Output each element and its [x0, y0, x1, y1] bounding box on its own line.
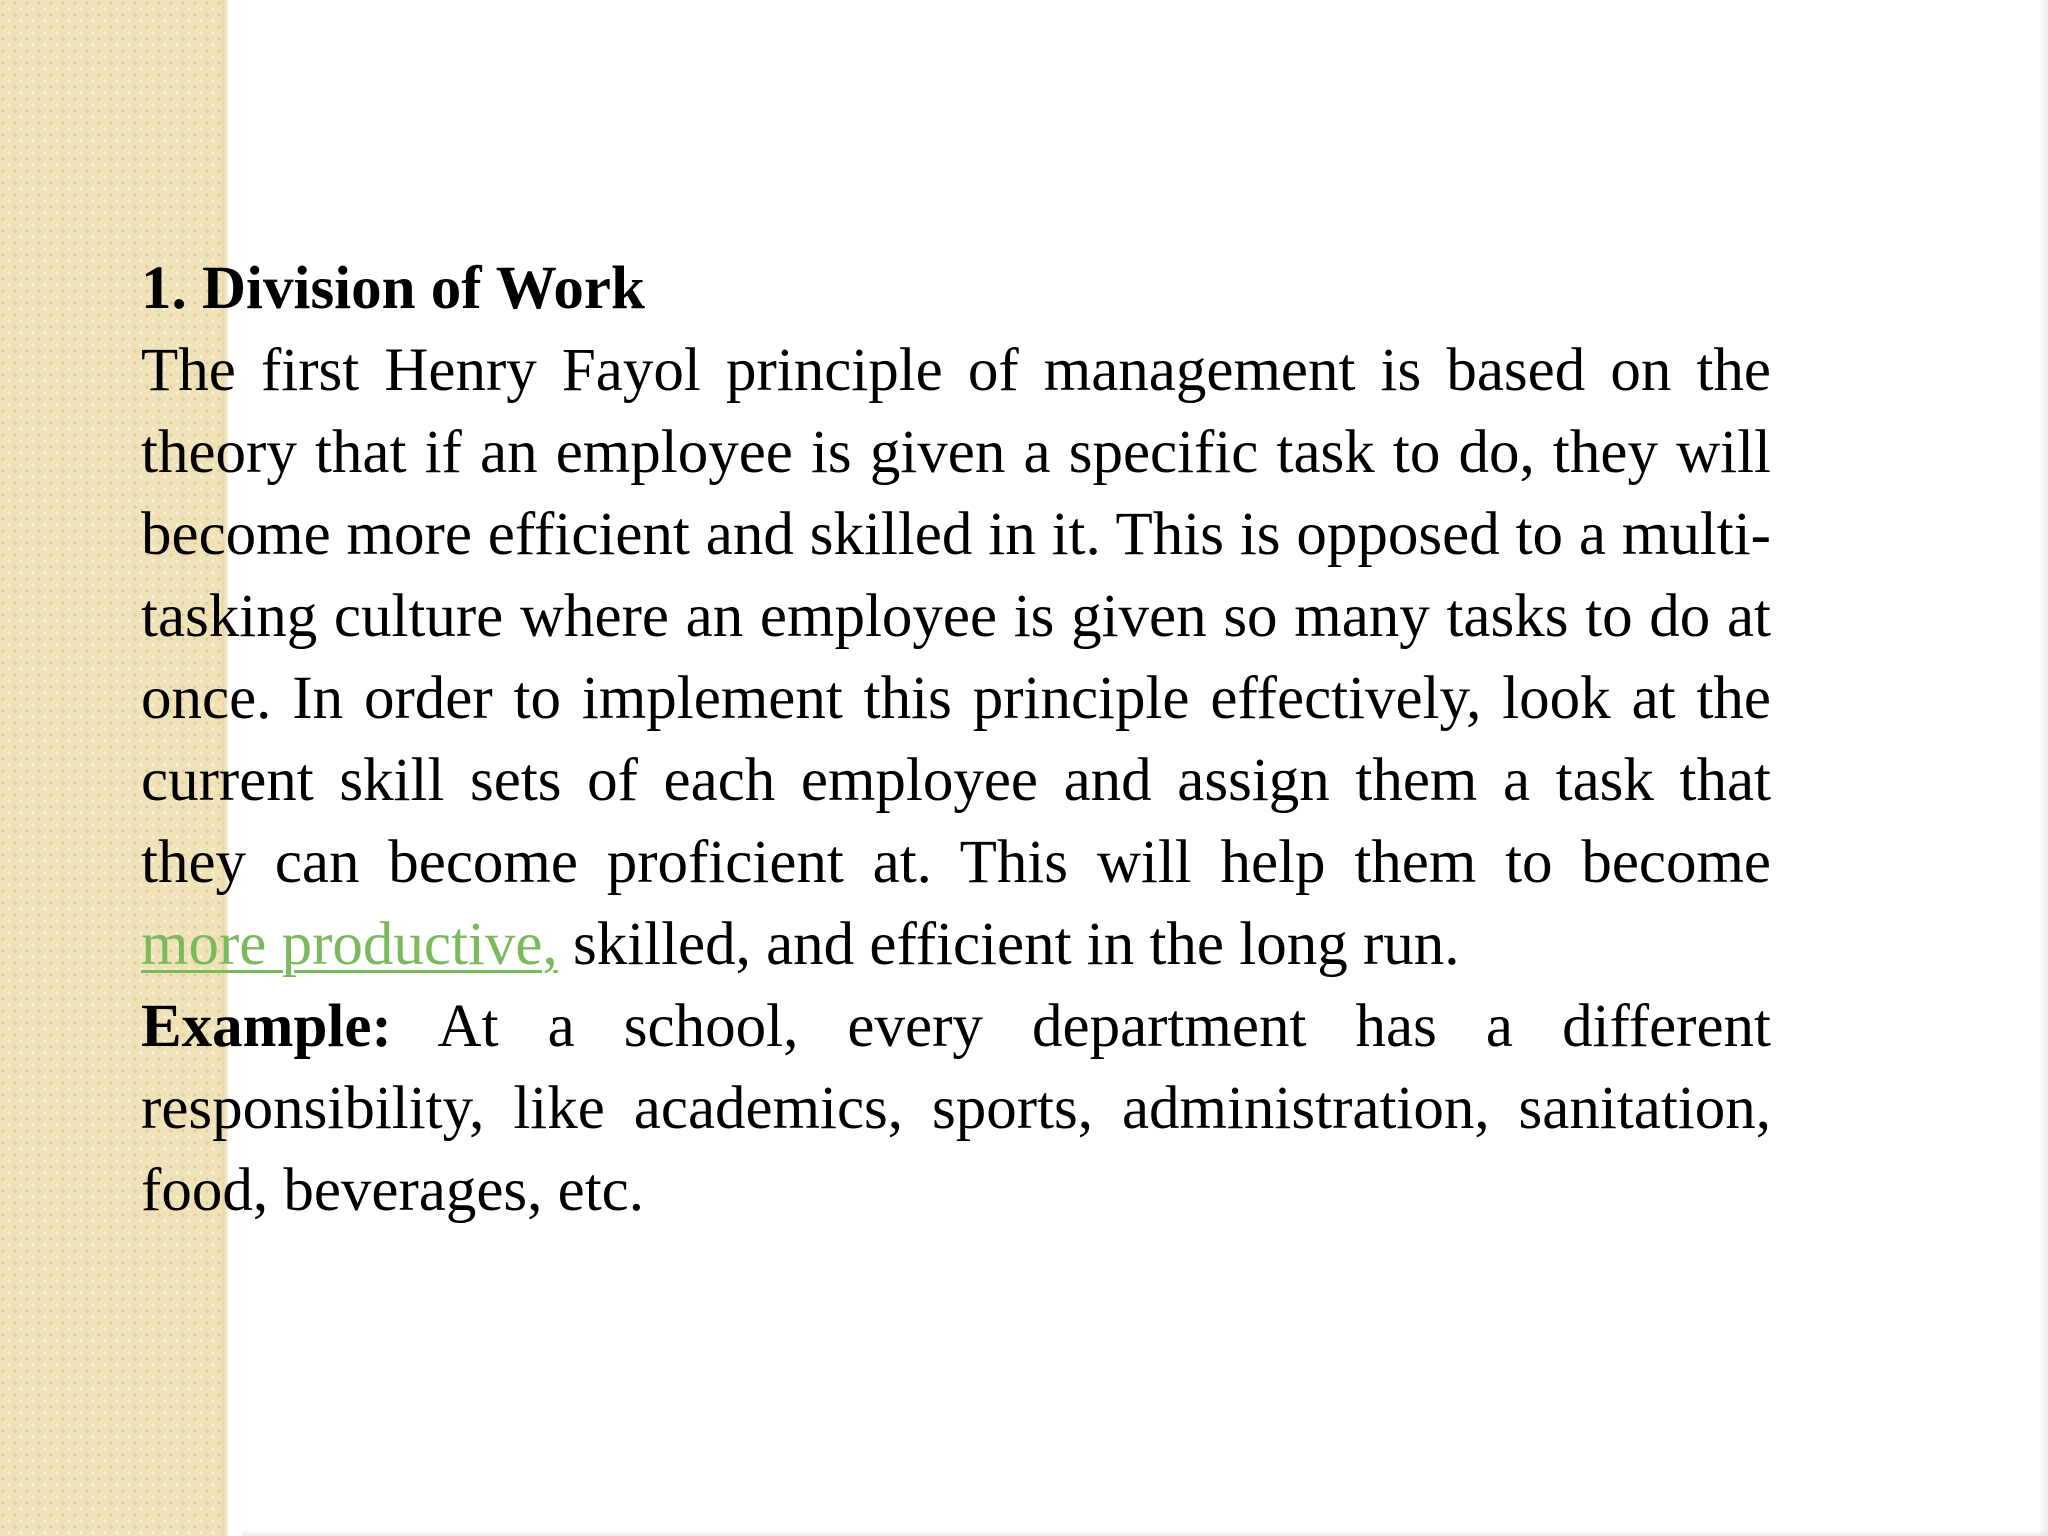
example-label: Example:	[141, 993, 392, 1060]
slide-heading: 1. Division of Work	[141, 255, 645, 322]
example-text: At a school, every department has a different responsibility, like academics, sports, administration, sanitation, food, beverages, etc.	[141, 993, 1771, 1224]
example-paragraph	[141, 986, 1771, 1232]
body-paragraph	[141, 330, 1771, 986]
more-productive-link[interactable]: more productive,	[141, 911, 558, 978]
right-edge-shadow	[2038, 0, 2048, 1536]
slide-content	[141, 248, 1771, 1232]
bottom-edge-shadow	[242, 1530, 2048, 1536]
paragraph-tail: skilled, and efficient in the long run.	[557, 911, 1460, 978]
paragraph-text: The first Henry Fayol principle of management is based on the theory that if an employee is given a specific task to do, they will become more efficient and skilled in it. This is opposed to a multi-tasking culture where an employee is given so many tasks to do at once. In order to implement this principle effectively, look at the current skill sets of each employee and assign them a task that they can become proficient at. This will help them to become	[141, 337, 1771, 896]
